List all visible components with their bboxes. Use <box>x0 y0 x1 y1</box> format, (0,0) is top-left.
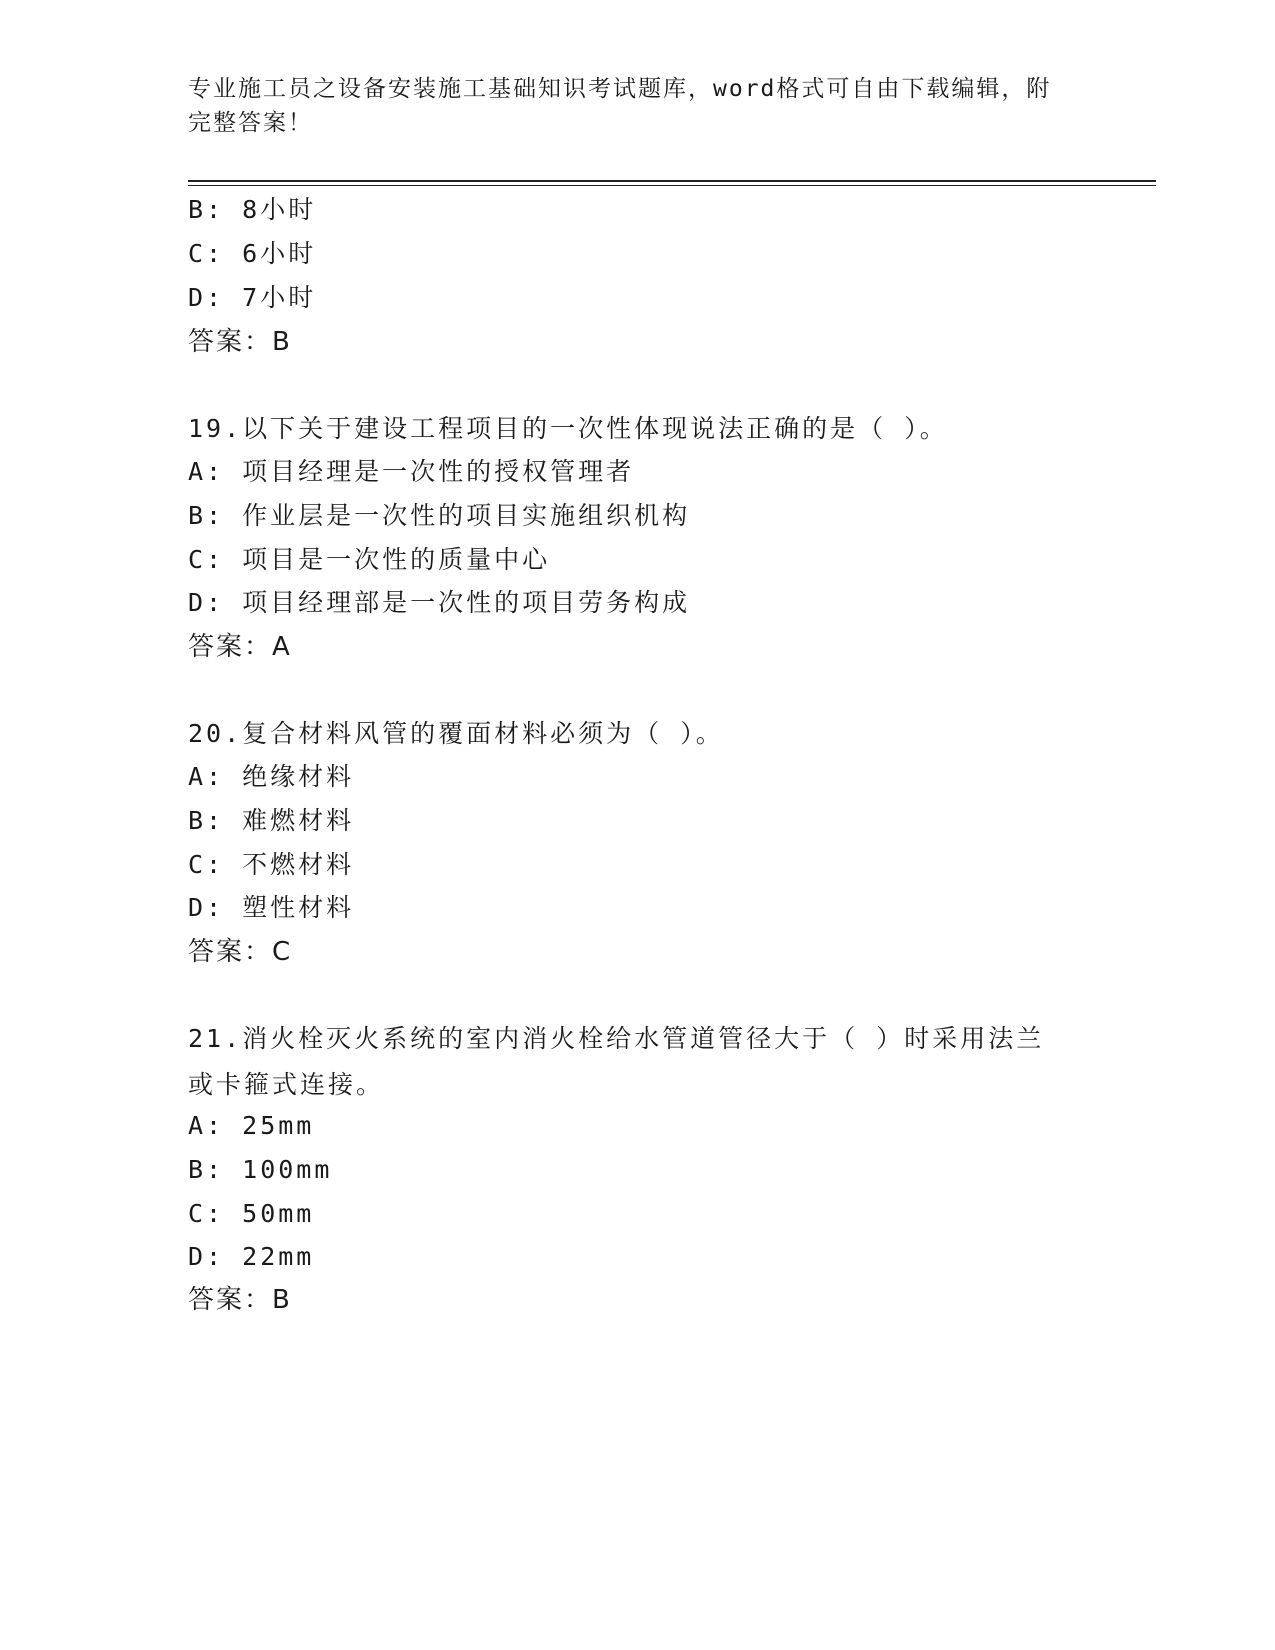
q19-option-c: C: 项目是一次性的质量中心 <box>188 545 551 574</box>
document-header-title: 专业施工员之设备安装施工基础知识考试题库，word格式可自由下载编辑，附完整答案！ <box>188 76 1052 136</box>
q19-option-d: D: 项目经理部是一次性的项目劳务构成 <box>188 588 691 617</box>
q20-option-b: B: 难燃材料 <box>188 806 355 835</box>
option-c: C: 6小时 <box>188 239 317 268</box>
q20-option-d: D: 塑性材料 <box>188 893 355 922</box>
q19-option-b: B: 作业层是一次性的项目实施组织机构 <box>188 501 691 530</box>
option-b: B: 8小时 <box>188 195 317 224</box>
q21-option-b: B: 100mm <box>188 1155 333 1184</box>
q20-answer: 答案：C <box>188 937 293 967</box>
q21-option-c: C: 50mm <box>188 1199 315 1228</box>
header-rule-thick <box>188 180 1156 182</box>
q20-option-a: A: 绝缘材料 <box>188 762 355 791</box>
q21-answer: 答案：B <box>188 1285 292 1315</box>
answer-line: 答案：B <box>188 327 292 357</box>
q20-option-c: C: 不燃材料 <box>188 850 355 879</box>
question-19: 19.以下关于建设工程项目的一次性体现说法正确的是（ ）。 <box>188 414 948 443</box>
q21-option-a: A: 25mm <box>188 1111 315 1140</box>
q19-answer: 答案：A <box>188 632 292 662</box>
q19-option-a: A: 项目经理是一次性的授权管理者 <box>188 457 635 486</box>
question-21: 21.消火栓灭火系统的室内消火栓给水管道管径大于（ ）时采用法兰或卡箍式连接。 <box>188 1024 1045 1099</box>
option-d: D: 7小时 <box>188 283 317 312</box>
header-rule-thin <box>188 185 1156 186</box>
q21-option-d: D: 22mm <box>188 1242 315 1271</box>
question-20: 20.复合材料风管的覆面材料必须为（ ）。 <box>188 719 724 748</box>
